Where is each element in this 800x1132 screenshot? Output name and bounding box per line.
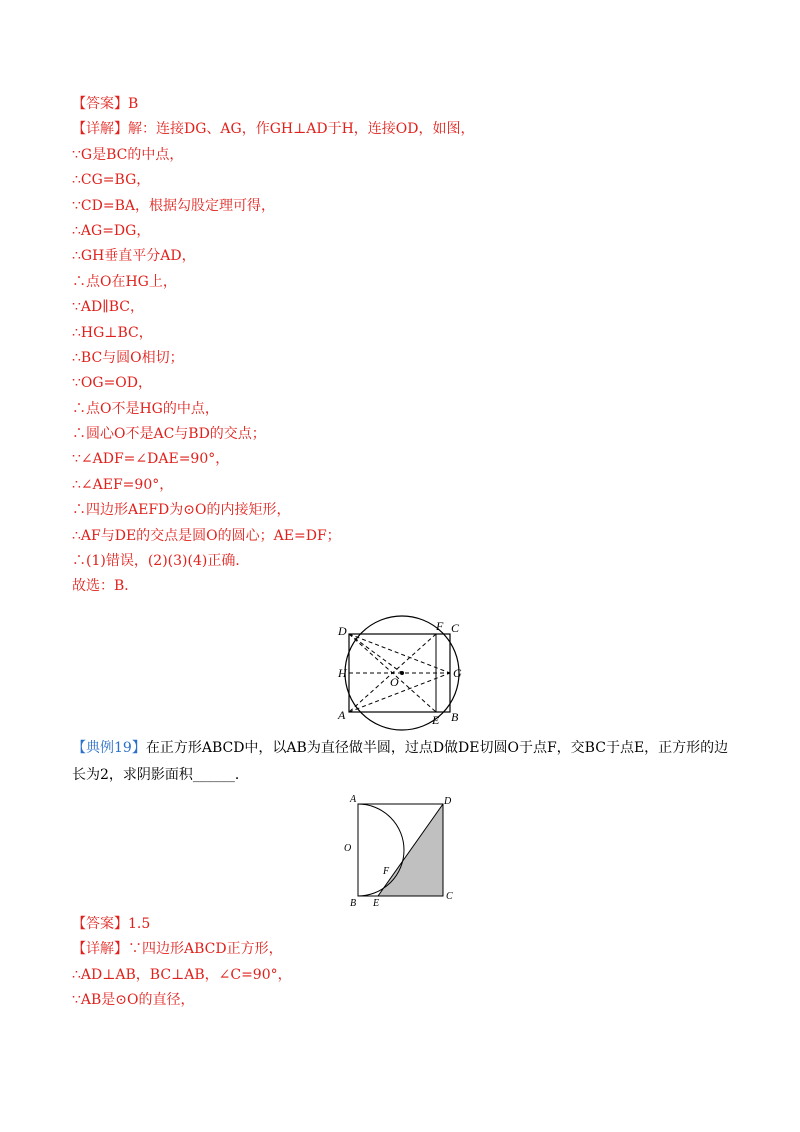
detail-line [72, 937, 732, 962]
proof-step: ∴HG⊥BC， [72, 324, 153, 341]
example-text: 在正方形ABCD中，以AB为直径做半圆，过点D做DE切圆O于点F，交BC于点E，正方形的边长为2，求阴影面积______． [72, 740, 729, 783]
proof-step: ∴四边形AEFD为⊙O的内接矩形， [72, 502, 291, 519]
figure1-svg [332, 614, 472, 732]
proof-step: ∵∠ADF=∠DAE=90°， [72, 451, 230, 468]
label-a: A [338, 708, 346, 722]
proof-step: ∴∠AEF=90°， [72, 476, 174, 493]
choice-line: 故选：B． [72, 578, 139, 595]
circle-rectangle-figure [332, 614, 472, 736]
answer-value: 1.5 [128, 916, 151, 932]
answer-value: B [128, 96, 139, 112]
proof-step: ∵G是BC的中点， [72, 146, 184, 163]
label-f: F [436, 619, 444, 633]
label-o: O [344, 843, 352, 854]
dashed-lines [349, 634, 450, 712]
answer-label: 【答案】 [72, 96, 128, 112]
label-o: O [390, 675, 399, 689]
solution-part-2 [72, 912, 732, 1014]
proof-step: ∴点O不是HG的中点， [72, 400, 219, 417]
proof-step: ∴AD⊥AB，BC⊥AB，∠C=90°， [72, 966, 292, 983]
proof-step: ∵AB是⊙O的直径， [72, 992, 195, 1009]
semicircle-square-figure [340, 792, 465, 910]
label-e: E [373, 898, 380, 906]
proof-step: ∵CD=BA，根据勾股定理可得， [72, 197, 275, 214]
detail-label: 【详解】 [72, 941, 128, 958]
detail-text: 解：连接DG、AG，作GH⊥AD于H，连接OD，如图， [128, 121, 475, 138]
center-point [400, 671, 404, 675]
proof-step: ∴(1)错误，(2)(3)(4)正确． [72, 553, 250, 570]
detail-line [72, 117, 732, 142]
detail-text: ∵四边形ABCD正方形， [128, 941, 283, 958]
example-19 [72, 735, 737, 789]
label-a: A [350, 794, 357, 805]
label-d: D [444, 796, 452, 807]
label-f: F [383, 866, 390, 877]
proof-step: ∴AF与DE的交点是圆O的圆心；AE=DF； [72, 527, 341, 544]
proof-step: ∴GH垂直平分AD， [72, 248, 196, 265]
answer-line [72, 92, 732, 117]
label-b: B [451, 710, 459, 724]
proof-step: ∴AG=DG， [72, 222, 151, 239]
proof-step: ∴圆心O不是AC与BD的交点； [72, 426, 266, 443]
solution-part-1 [72, 92, 732, 600]
proof-step: ∴点O在HG上， [72, 273, 177, 290]
label-b: B [350, 898, 357, 906]
label-c: C [451, 621, 460, 635]
answer-label: 【答案】 [72, 916, 128, 932]
label-e: E [432, 713, 440, 727]
label-c: C [446, 891, 453, 902]
example-tag: 【典例19】 [72, 740, 146, 756]
label-g: G [453, 666, 462, 680]
proof-step: ∵OG=OD， [72, 375, 153, 392]
label-h: H [338, 666, 347, 680]
proof-step: ∴BC与圆O相切； [72, 349, 184, 366]
detail-label: 【详解】 [72, 121, 128, 138]
proof-step: ∴CG=BG， [72, 172, 151, 189]
answer-line [72, 912, 732, 937]
proof-step: ∵AD∥BC， [72, 299, 144, 316]
label-d: D [338, 624, 347, 638]
figure2-svg [340, 792, 465, 906]
